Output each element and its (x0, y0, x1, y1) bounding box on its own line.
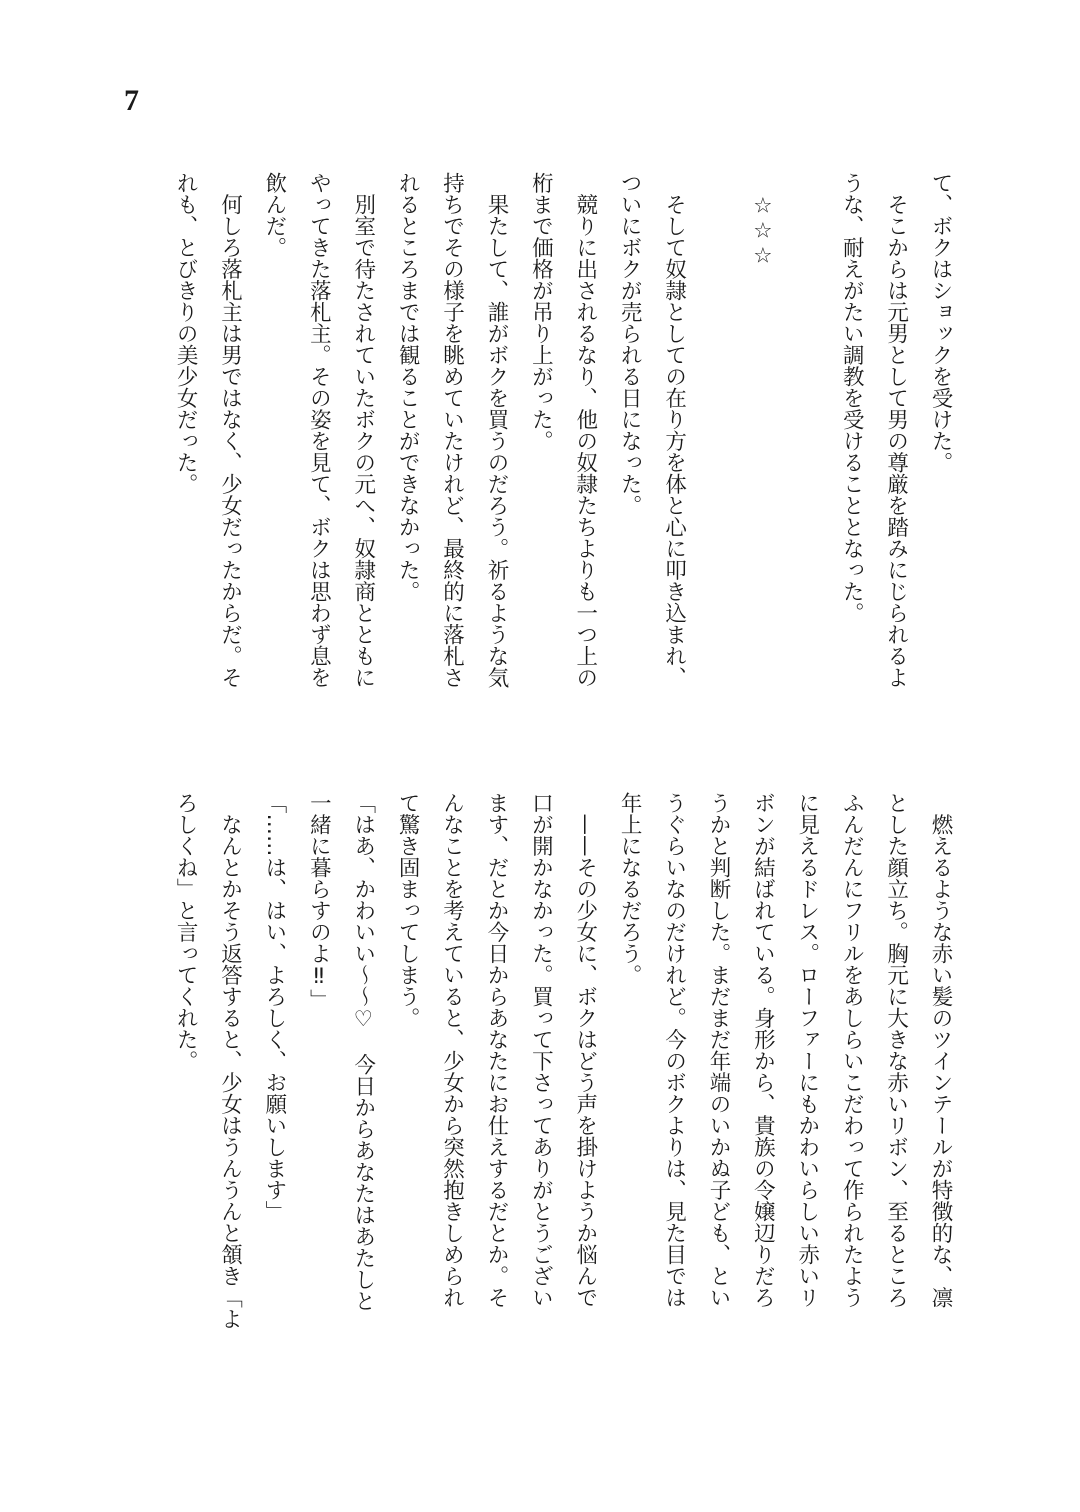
text-column (784, 172, 828, 702)
text-column: ボンが結ばれている。身形から、貴族の令嬢辺りだろ (750, 792, 776, 1308)
text-column: そこからは元男として男の尊厳を踏みにじられるよ (883, 172, 909, 688)
text-column: 「はあ、かわいい～～♡ 今日からあなたはあたしと (350, 792, 376, 1312)
text-column: ☆☆☆ (750, 172, 776, 269)
text-column: ——その少女に、ボクはどう声を掛けようか悩んで (572, 792, 598, 1308)
text-column: れるところまでは観ることができなかった。 (395, 172, 421, 602)
text-column: やってきた落札主。その姿を見て、ボクは思わず息を (306, 172, 332, 688)
text-column: 持ちでその様子を眺めていたけれど、最終的に落札さ (439, 172, 465, 688)
text-column: ついにボクが売られる日になった。 (617, 172, 643, 516)
text-column: うかと判断した。まだまだ年端のいかぬ子ども、とい (705, 792, 731, 1308)
text-block-lower (163, 792, 962, 1330)
text-column: うぐらいなのだけれど。今のボクよりは、見た目では (661, 792, 687, 1308)
text-column: うな、耐えがたい調教を受けることとなった。 (839, 172, 865, 624)
text-block-upper (163, 172, 962, 702)
text-column (696, 172, 740, 702)
text-column: 別室で待たされていたボクの元へ、奴隷商とともに (350, 172, 376, 688)
text-column: 「……は、はい、よろしく、お願いします」 (261, 792, 287, 1222)
text-column: そして奴隷としての在り方を体と心に叩き込まれ、 (661, 172, 687, 688)
text-column: 飲んだ。 (261, 172, 287, 258)
text-column: 桁まで価格が吊り上がった。 (528, 172, 554, 452)
text-column: に見えるドレス。ローファーにもかわいらしい赤いリ (794, 792, 820, 1308)
text-column: れも、とびきりの美少女だった。 (173, 172, 199, 495)
text-column: 競りに出されるなり、他の奴隷たちよりも一つ上の (572, 172, 598, 688)
text-column: て、ボクはショックを受けた。 (928, 172, 953, 473)
text-column: 一緒に暮らすのよ‼」 (306, 792, 332, 1011)
text-column: て驚き固まってしまう。 (395, 792, 421, 1029)
text-column: ふんだんにフリルをあしらいこだわって作られたよう (839, 792, 865, 1308)
text-column: ます、だとか今日からあなたにお仕えするだとか。そ (483, 792, 509, 1308)
text-column: ろしくね」と言ってくれた。 (173, 792, 199, 1072)
text-column: 果たして、誰がボクを買うのだろう。祈るような気 (483, 172, 509, 688)
text-column: んなことを考えていると、少女から突然抱きしめられ (439, 792, 465, 1308)
text-column: 口が開かなかった。買って下さってありがとうござい (528, 792, 554, 1308)
text-column: 燃えるような赤い髪のツインテールが特徴的な、凛 (928, 792, 953, 1308)
text-column: とした顔立ち。胸元に大きな赤いリボン、至るところ (883, 792, 909, 1308)
text-column: 何しろ落札主は男ではなく、少女だったからだ。そ (217, 172, 243, 688)
text-column: なんとかそう返答すると、少女はうんうんと頷き「よ (217, 792, 243, 1330)
page-number: 7 (124, 84, 139, 117)
text-column: 年上になるだろう。 (617, 792, 643, 986)
